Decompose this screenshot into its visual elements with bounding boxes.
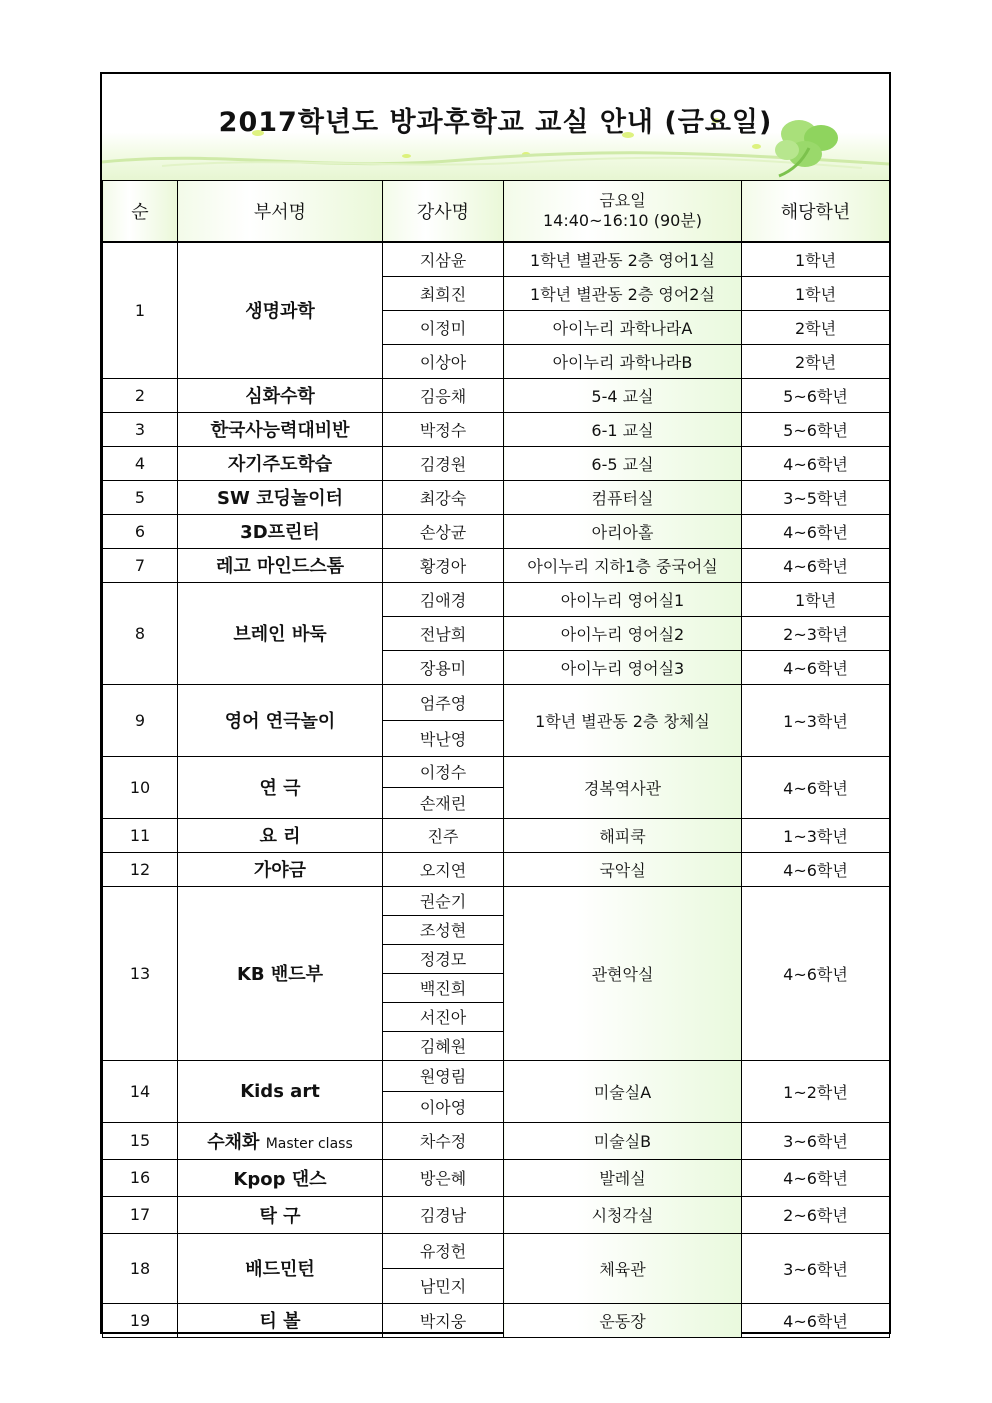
teacher-name: 김경남	[383, 1196, 504, 1233]
department-label: 레고 마인드스톰	[216, 556, 344, 577]
target-grade: 1~3학년	[742, 818, 890, 852]
classroom: 경복역사관	[504, 756, 742, 818]
target-grade: 4~6학년	[742, 650, 890, 684]
teacher-name: 이상아	[383, 344, 504, 378]
row-number: 7	[103, 548, 178, 582]
target-grade: 1~3학년	[742, 684, 890, 756]
table-row	[103, 514, 890, 548]
table-row	[103, 1060, 890, 1091]
department-name	[178, 480, 383, 514]
table-row	[103, 1122, 890, 1159]
target-grade: 2~6학년	[742, 1196, 890, 1233]
classroom: 아이누리 과학나라B	[504, 344, 742, 378]
department-name	[178, 1303, 383, 1337]
teacher-name: 방은혜	[383, 1159, 504, 1196]
department-label: 수채화	[207, 1131, 260, 1153]
classroom: 시청각실	[504, 1196, 742, 1233]
table-row	[103, 446, 890, 480]
header-time	[504, 181, 742, 243]
department-label: 영어 연극놀이	[224, 711, 336, 732]
row-number: 10	[103, 756, 178, 818]
teacher-name: 차수정	[383, 1122, 504, 1159]
teacher-name: 남민지	[383, 1268, 504, 1303]
classroom: 1학년 별관동 2층 창체실	[504, 684, 742, 756]
row-number: 12	[103, 852, 178, 886]
table-row	[103, 548, 890, 582]
target-grade: 4~6학년	[742, 1159, 890, 1196]
teacher-name: 오지연	[383, 852, 504, 886]
department-name	[178, 582, 383, 684]
teacher-name: 최강숙	[383, 480, 504, 514]
teacher-name: 박정수	[383, 412, 504, 446]
classroom: 관현악실	[504, 886, 742, 1060]
row-number: 13	[103, 886, 178, 1060]
department-label: KB 밴드부	[236, 964, 324, 985]
table-row	[103, 1196, 890, 1233]
row-number: 18	[103, 1233, 178, 1303]
table-row	[103, 756, 890, 787]
target-grade: 1학년	[742, 582, 890, 616]
header-teacher: 강사명	[383, 181, 504, 243]
table-row	[103, 242, 890, 276]
schedule-table	[102, 180, 890, 1338]
department-name	[178, 684, 383, 756]
department-label: 가야금	[253, 860, 307, 881]
department-label: SW 코딩놀이터	[216, 488, 344, 509]
header-no: 순	[103, 181, 178, 243]
department-label: 심화수학	[245, 386, 315, 407]
header-dept: 부서명	[178, 181, 383, 243]
department-name	[178, 548, 383, 582]
department-label: Kpop 댄스	[233, 1168, 327, 1190]
teacher-name: 김경원	[383, 446, 504, 480]
classroom: 국악실	[504, 852, 742, 886]
department-label: 브레인 바둑	[233, 624, 327, 645]
classroom: 1학년 별관동 2층 영어2실	[504, 276, 742, 310]
classroom: 운동장	[504, 1303, 742, 1337]
table-row	[103, 378, 890, 412]
teacher-name: 유정헌	[383, 1233, 504, 1268]
department-name	[178, 242, 383, 378]
row-number: 8	[103, 582, 178, 684]
department-label: 생명과학	[245, 301, 315, 323]
header-row	[103, 181, 890, 243]
title-banner	[102, 74, 889, 180]
classroom: 아이누리 영어실2	[504, 616, 742, 650]
department-label: 한국사능력대비반	[210, 420, 350, 441]
department-label: 자기주도학습	[227, 454, 333, 475]
target-grade: 1학년	[742, 276, 890, 310]
target-grade: 3~6학년	[742, 1122, 890, 1159]
classroom: 발레실	[504, 1159, 742, 1196]
teacher-name: 손상균	[383, 514, 504, 548]
department-name	[178, 756, 383, 818]
department-name	[178, 852, 383, 886]
header-grade: 해당학년	[742, 181, 890, 243]
department-name	[178, 1159, 383, 1196]
schedule-frame	[100, 72, 891, 1334]
department-label: 3D프린터	[240, 522, 320, 543]
target-grade: 4~6학년	[742, 886, 890, 1060]
department-label: 탁 구	[259, 1205, 301, 1227]
target-grade: 2학년	[742, 344, 890, 378]
teacher-name: 박지웅	[383, 1303, 504, 1337]
target-grade: 1~2학년	[742, 1060, 890, 1122]
classroom: 6-5 교실	[504, 446, 742, 480]
table-row	[103, 684, 890, 720]
department-name	[178, 514, 383, 548]
target-grade: 3~6학년	[742, 1233, 890, 1303]
classroom: 미술실A	[504, 1060, 742, 1122]
row-number: 6	[103, 514, 178, 548]
table-row	[103, 412, 890, 446]
classroom: 아리아홀	[504, 514, 742, 548]
target-grade: 4~6학년	[742, 446, 890, 480]
row-number: 4	[103, 446, 178, 480]
row-number: 11	[103, 818, 178, 852]
target-grade: 5~6학년	[742, 378, 890, 412]
row-number: 3	[103, 412, 178, 446]
teacher-name: 김응채	[383, 378, 504, 412]
target-grade: 5~6학년	[742, 412, 890, 446]
department-name	[178, 378, 383, 412]
classroom: 5-4 교실	[504, 378, 742, 412]
table-row	[103, 582, 890, 616]
teacher-name: 황경아	[383, 548, 504, 582]
department-name	[178, 446, 383, 480]
department-sublabel: Master class	[265, 1135, 353, 1152]
classroom: 해피쿡	[504, 818, 742, 852]
classroom: 아이누리 과학나라A	[504, 310, 742, 344]
table-row	[103, 818, 890, 852]
department-name	[178, 1196, 383, 1233]
target-grade: 2~3학년	[742, 616, 890, 650]
department-name	[178, 1122, 383, 1159]
row-number: 1	[103, 242, 178, 378]
teacher-name: 정경모	[383, 944, 504, 973]
teacher-name: 서진아	[383, 1002, 504, 1031]
target-grade: 4~6학년	[742, 852, 890, 886]
row-number: 5	[103, 480, 178, 514]
header-day: 금요일	[599, 191, 646, 210]
department-label: 요 리	[259, 826, 301, 847]
teacher-name: 김애경	[383, 582, 504, 616]
row-number: 19	[103, 1303, 178, 1337]
target-grade: 2학년	[742, 310, 890, 344]
teacher-name: 이정수	[383, 756, 504, 787]
teacher-name: 진주	[383, 818, 504, 852]
teacher-name: 지삼윤	[383, 242, 504, 276]
teacher-name: 손재린	[383, 787, 504, 818]
table-row	[103, 852, 890, 886]
page-title: 2017학년도 방과후학교 교실 안내 (금요일)	[218, 107, 773, 138]
teacher-name: 김혜원	[383, 1031, 504, 1060]
department-label: Kids art	[240, 1080, 320, 1102]
classroom: 미술실B	[504, 1122, 742, 1159]
row-number: 15	[103, 1122, 178, 1159]
target-grade: 4~6학년	[742, 1303, 890, 1337]
row-number: 16	[103, 1159, 178, 1196]
table-row	[103, 1159, 890, 1196]
row-number: 17	[103, 1196, 178, 1233]
classroom: 체육관	[504, 1233, 742, 1303]
table-row	[103, 886, 890, 915]
classroom: 아이누리 지하1층 중국어실	[504, 548, 742, 582]
department-name	[178, 886, 383, 1060]
row-number: 2	[103, 378, 178, 412]
target-grade: 1학년	[742, 242, 890, 276]
table-row	[103, 1233, 890, 1268]
department-name	[178, 1060, 383, 1122]
teacher-name: 장용미	[383, 650, 504, 684]
teacher-name: 엄주영	[383, 684, 504, 720]
department-name	[178, 412, 383, 446]
row-number: 9	[103, 684, 178, 756]
department-label: 연 극	[259, 778, 301, 799]
teacher-name: 이정미	[383, 310, 504, 344]
teacher-name: 박난영	[383, 720, 504, 756]
department-label: 티 볼	[259, 1311, 301, 1332]
teacher-name: 전남희	[383, 616, 504, 650]
target-grade: 4~6학년	[742, 756, 890, 818]
header-time-range: 14:40~16:10 (90분)	[542, 211, 702, 230]
target-grade: 4~6학년	[742, 514, 890, 548]
row-number: 14	[103, 1060, 178, 1122]
department-name	[178, 818, 383, 852]
classroom: 아이누리 영어실1	[504, 582, 742, 616]
teacher-name: 최희진	[383, 276, 504, 310]
classroom: 1학년 별관동 2층 영어1실	[504, 242, 742, 276]
target-grade: 3~5학년	[742, 480, 890, 514]
table-row	[103, 1303, 890, 1337]
classroom: 아이누리 영어실3	[504, 650, 742, 684]
classroom: 6-1 교실	[504, 412, 742, 446]
teacher-name: 권순기	[383, 886, 504, 915]
teacher-name: 이아영	[383, 1091, 504, 1122]
classroom: 컴퓨터실	[504, 480, 742, 514]
department-label: 배드민턴	[245, 1259, 315, 1280]
teacher-name: 백진희	[383, 973, 504, 1002]
target-grade: 4~6학년	[742, 548, 890, 582]
department-name	[178, 1233, 383, 1303]
table-row	[103, 480, 890, 514]
teacher-name: 원영림	[383, 1060, 504, 1091]
teacher-name: 조성현	[383, 915, 504, 944]
